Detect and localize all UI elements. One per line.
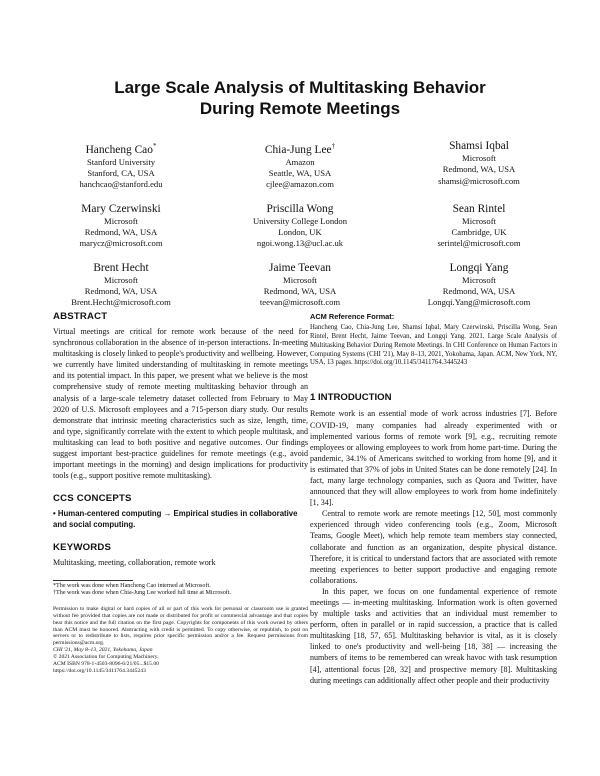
author-name: Priscilla Wong [266, 202, 334, 215]
acm-format-heading: ACM Reference Format: [310, 312, 395, 321]
author-location: Seattle, WA, USA [268, 168, 332, 179]
right-column [310, 311, 557, 686]
author-affiliation: Microsoft [104, 215, 138, 226]
abstract-text: Virtual meetings are critical for remote work because of the need for synchronous collaboration in the absence of in-person interactions. In-meeting multitasking is closely linked to people's productivity and wellbeing. However, we currently have limited understanding of multitasking in remote meetings and its potential impact. In this paper, we present what we believe is the most comprehensive study of remote meeting multitasking behavior through an analysis of a large-scale telemetry dataset collected from February to May 2020 of U.S. Microsoft employees and a 715-person diary study. Our results demonstrate that intrinsic meeting characteristics such as size, length, time, and type, significantly correlate with the extent to which people multitask, and multitasking can lead to both positive and negative outcomes. Our findings suggest important best-practice guidelines for remote meetings (e.g., avoid important meetings in the morning) and design implications for productivity tools (e.g., support positive remote multitasking). [53, 327, 308, 481]
author-card [390, 261, 568, 309]
author-location: Cambridge, UK [451, 226, 507, 237]
keywords-text: Multitasking, meeting, collaboration, remote work [53, 558, 216, 568]
author-location: Redmond, WA, USA [442, 164, 516, 175]
author-email[interactable]: hanchcao@stanford.edu [79, 179, 163, 190]
intro-paragraph: In this paper, we focus on one fundamental experience of remote meetings — in-meeting multitasking. Information work is often governed by multiple tasks and activities that an individual must remember to perform, often in parallel or in rapid succession, a practice that is called multitasking [18, 57, 65]. Multitasking behavior is vital, as it is closely linked to one's productivity and well-being [18, 38] — increasing the numbers of items to be remembered can wreak havoc with task resumption [4], attentional focus [28, 32] and prospective memory [8]. Multitasking during meetings can additionally affect other people and their productivity [310, 586, 557, 685]
author-name: Longqi Yang [449, 261, 509, 274]
intro-paragraph: Central to remote work are remote meetings [12, 50], most commonly experienced through video conferencing tools (e.g., Zoom, Microsoft Teams, Google Meet), which help remote team members stay connected, collaborate and function as an organization, despite physical distance. Therefore, it is critical to understand factors that are associated with remote meeting experiences to better support productive and engaging remote collaborations. [310, 509, 557, 585]
author-affiliation: Amazon [285, 156, 315, 167]
ccs-text: • Human-centered computing → Empirical studies in collaborative and social computing. [53, 509, 298, 530]
author-email[interactable]: Brent.Hecht@microsoft.com [71, 297, 171, 308]
author-name: Shamsi Iqbal [449, 140, 509, 152]
paper-title [0, 77, 600, 119]
author-affiliation: Microsoft [462, 215, 496, 226]
author-card [211, 261, 389, 309]
author-email[interactable]: ngoi.wong.13@ucl.ac.uk [256, 238, 344, 249]
author-row [32, 202, 568, 250]
author-card [390, 202, 568, 250]
author-email[interactable]: cjlee@amazon.com [266, 179, 334, 190]
footnote: †The work was done when Chia-Jung Lee worked full time at Microsoft. [53, 590, 232, 597]
permission-block [53, 606, 308, 674]
author-location: Redmond, WA, USA [84, 226, 158, 237]
conference-info: CHI '21, May 8–13, 2021, Yokohama, Japan [53, 647, 153, 654]
author-email[interactable]: teevan@microsoft.com [259, 297, 341, 308]
isbn-line: ACM ISBN 978-1-4503-8096-6/21/05...$15.00 [53, 660, 159, 667]
copyright-line: © 2021 Association for Computing Machinery. [53, 653, 159, 660]
author-mark: † [331, 142, 336, 150]
author-location: London, UK [278, 226, 322, 237]
author-card [211, 139, 389, 191]
author-card [32, 202, 210, 250]
author-email[interactable]: Longqi.Yang@microsoft.com [427, 297, 531, 308]
author-affiliation: University College London [252, 215, 348, 226]
author-card [32, 261, 210, 309]
doi-link[interactable]: https://doi.org/10.1145/3411764.3445243 [53, 667, 146, 674]
ccs-heading: CCS CONCEPTS [53, 493, 132, 505]
author-block [32, 139, 568, 319]
author-affiliation: Microsoft [462, 274, 496, 285]
author-row [32, 261, 568, 309]
author-name: Jaime Teevan [269, 261, 331, 274]
author-location: Redmond, WA, USA [84, 285, 158, 296]
author-name: Brent Hecht [93, 261, 149, 274]
author-card [390, 139, 568, 191]
permission-text: Permission to make digital or hard copies of all or part of this work for personal or classroom use is granted without fee provided that copies are not made or distributed for profit or commercial advantage and that copies bear this notice and the full citation on the first page. Copyrights for components of this work owned by others than ACM must be honored. Abstracting with credit is permitted. To copy otherwise, or republish, to post on servers or to redistribute to lists, requires prior specific permission and/or a fee. Request permissions from permissions@acm.org. [53, 606, 308, 647]
left-column [53, 311, 308, 568]
author-affiliation: Stanford University [86, 156, 156, 167]
title-line-2: During Remote Meetings [199, 99, 401, 118]
author-name: Sean Rintel [452, 202, 506, 215]
author-name: Hancheng Cao [85, 143, 153, 156]
author-email[interactable]: serintel@microsoft.com [437, 238, 521, 249]
author-name: Chia-Jung Lee [264, 143, 332, 156]
author-card [32, 139, 210, 191]
footnote: *The work was done when Hancheng Cao interned at Microsoft. [53, 583, 211, 589]
abstract-heading: ABSTRACT [53, 311, 108, 322]
footnotes [53, 580, 308, 598]
author-card [211, 202, 389, 250]
acm-format-text: Hancheng Cao, Chia-Jung Lee, Shamsi Iqbal, Mary Czerwinski, Priscilla Wong, Sean Rintel, Brent Hecht, Jaime Teevan, and Longqi Yang. 2021. Large Scale Analysis of Multitasking Behavior During Remote Meetings. In CHI Conference on Human Factors in Computing Systems (CHI '21), May 8–13, 2021, Yokohama, Japan. ACM, New York, NY, USA, 13 pages. https://doi.org/10.1145/3411764.3445243 [310, 324, 557, 367]
author-mark: * [152, 142, 157, 150]
author-affiliation: Microsoft [462, 153, 496, 163]
author-email[interactable]: marycz@microsoft.com [79, 238, 163, 249]
intro-paragraph: Remote work is an essential mode of work across industries [7]. Before COVID-19, many companies had already experimented with or implemented various forms of remote work [9], e.g., recruiting remote employees or allowing employees to work from home part-time. During the pandemic, 34.1% of Americans switched to working from home [9], and it is estimated that 37% of jobs in United States can be done remotely [24]. In fact, many large technology companies, such as Quora and Twitter, have announced that they will allow employees to work from home indefinitely [1, 34]. [310, 409, 557, 508]
keywords-heading: KEYWORDS [53, 542, 112, 554]
author-row [32, 139, 568, 191]
author-affiliation: Microsoft [104, 274, 138, 285]
author-name: Mary Czerwinski [81, 202, 161, 215]
author-email[interactable]: shamsi@microsoft.com [438, 175, 520, 186]
author-location: Redmond, WA, USA [442, 285, 516, 296]
title-line-1: Large Scale Analysis of Multitasking Behavior [114, 78, 486, 97]
intro-heading: 1 INTRODUCTION [310, 392, 392, 404]
footnote-rule [53, 580, 133, 581]
author-location: Stanford, CA, USA [87, 168, 155, 179]
author-location: Redmond, WA, USA [263, 285, 337, 296]
author-affiliation: Microsoft [283, 274, 317, 285]
intro-body [310, 408, 557, 685]
